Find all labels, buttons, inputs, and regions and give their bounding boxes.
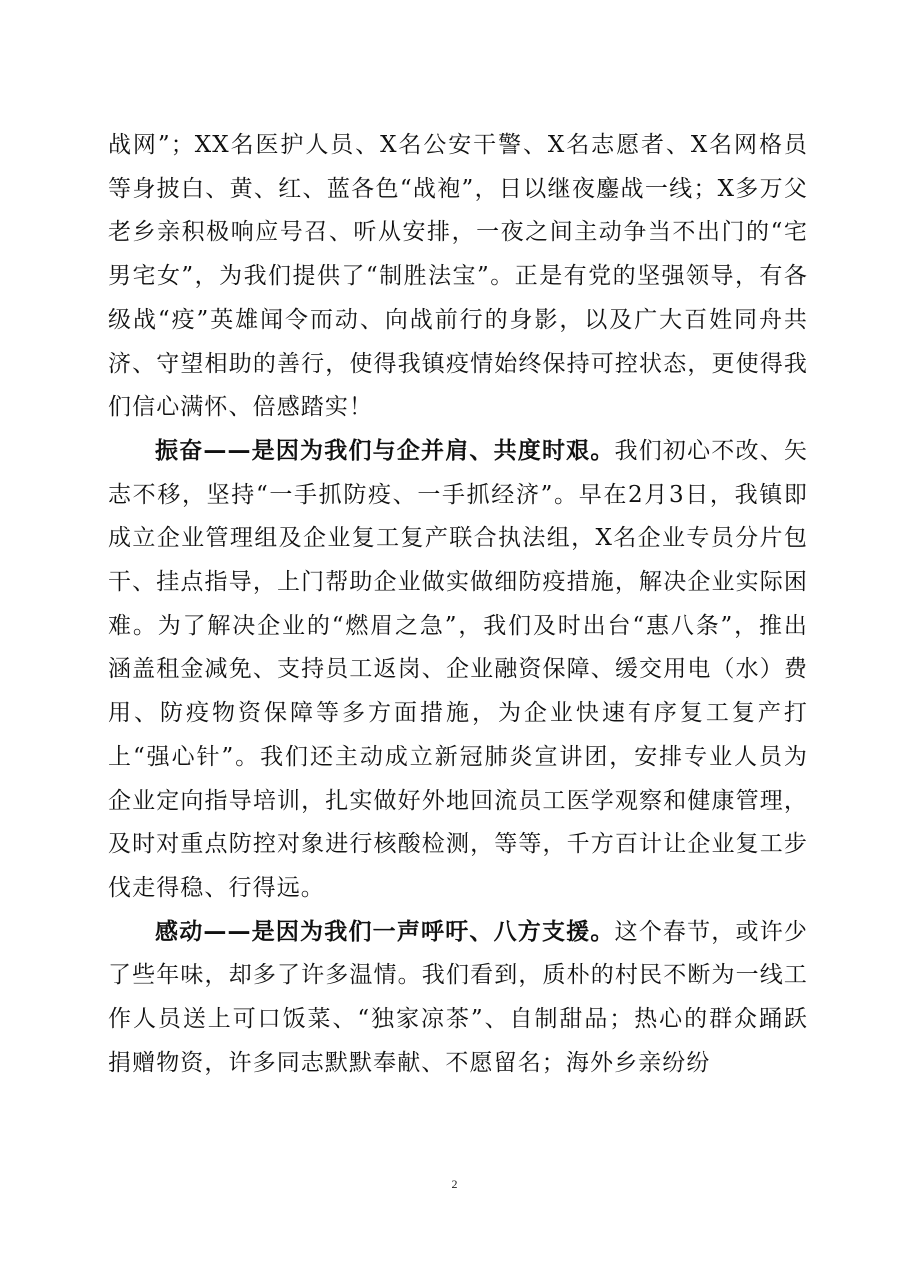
paragraph-2 [108,430,808,911]
paragraph-3 [108,911,808,1086]
paragraph-1 [108,124,808,430]
paragraph-3-lead: 感动——是因为我们一声呼吁、八方支援。 [155,918,615,945]
paragraph-2-lead: 振奋——是因为我们与企并肩、共度时艰。 [155,437,615,464]
paragraph-2-text: 我们初心不改、矢志不移，坚持“一手抓防疫、一手抓经济”。早在2月3日，我镇即成立企业管理组及企业复工复产联合执法组，X名企业专员分片包干、挂点指导，上门帮助企业做实做细防疫措施，解决企业实际困难。为了解决企业的“燃眉之急”，我们及时出台“惠八条”，推出涵盖租金减免、支持员工返岗、企业融资保障、缓交用电（水）费用、防疫物资保障等多方面措施，为企业快速有序复工复产打上“强心针”。我们还主动成立新冠肺炎宣讲团，安排专业人员为企业定向指导培训，扎实做好外地回流员工医学观察和健康管理，及时对重点防控对象进行核酸检测，等等，千方百计让企业复工步伐走得稳、行得远。 [108,437,808,901]
paragraph-3-text: 这个春节，或许少了些年味，却多了许多温情。我们看到，质朴的村民不断为一线工作人员送上可口饭菜、“独家凉茶”、自制甜品；热心的群众踊跃捐赠物资，许多同志默默奉献、不愿留名；海外乡亲纷纷 [108,918,808,1076]
page-number: 2 [451,1177,458,1191]
document-body [108,124,808,1085]
paragraph-1-text: 战网”；XX名医护人员、X名公安干警、X名志愿者、X名网格员等身披白、黄、红、蓝各色“战袍”，日以继夜鏖战一线；X多万父老乡亲积极响应号召、听从安排，一夜之间主动争当不出门的“宅男宅女”，为我们提供了“制胜法宝”。正是有党的坚强领导，有各级战“疫”英雄闻令而动、向战前行的身影，以及广大百姓同舟共济、守望相助的善行，使得我镇疫情始终保持可控状态，更使得我们信心满怀、倍感踏实！ [108,132,808,421]
